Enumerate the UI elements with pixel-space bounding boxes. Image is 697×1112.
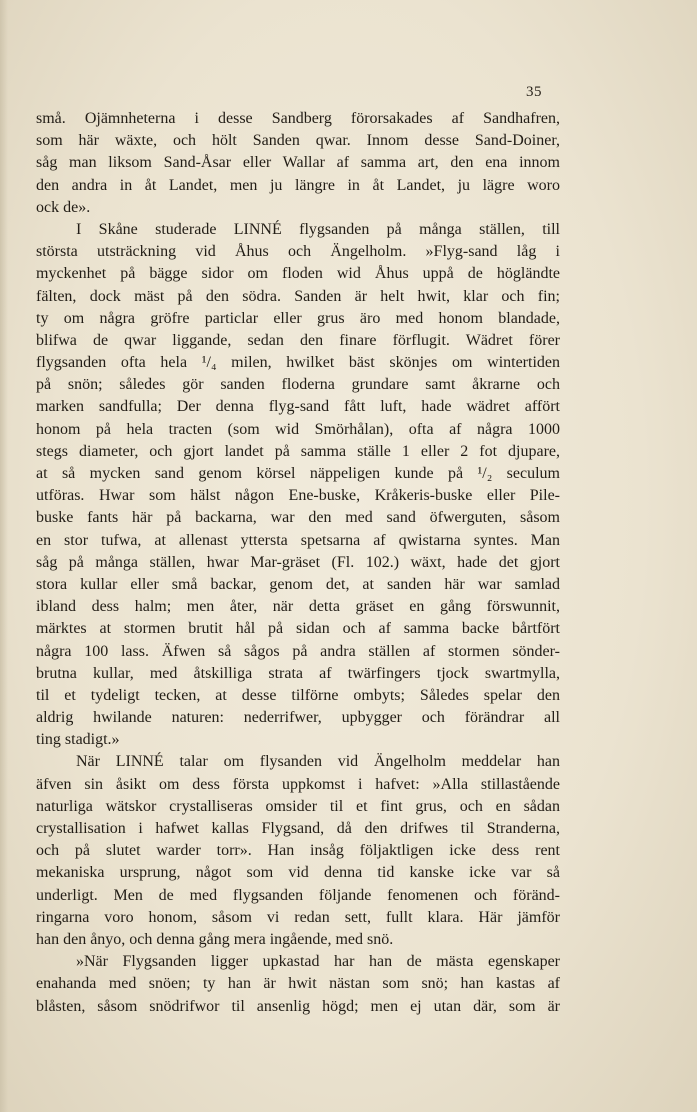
text-line: såg man liksom Sand-Åsar eller Wallar af samma art, den ena innom bbox=[36, 154, 560, 172]
paragraph-3 bbox=[36, 751, 560, 951]
text-line: fälten, dock mäst på den södra. Sanden är helt hwit, klar och fin; bbox=[36, 287, 560, 305]
text-line: marken sandfulla; Der denna flyg-sand fått luft, hade wädret affört bbox=[36, 398, 560, 416]
text-line: underligt. Men de med flygsanden följande fenomenen och föränd- bbox=[36, 886, 560, 904]
text-line: äfven sin åsikt om dess första uppkomst i hafvet: »Alla stillastående bbox=[36, 775, 560, 793]
text-line: märktes at stormen brutit hål på sidan och af samma backe bårtfört bbox=[36, 620, 560, 638]
text-line: mekaniska ursprung, något som vid denna tid kanske icke var så bbox=[36, 864, 560, 882]
text-line: naturliga wätskor crystalliseras omsider til et fint grus, och en sådan bbox=[36, 797, 560, 815]
text-line: som här wäxte, och hölt Sanden qwar. Innom desse Sand-Doiner, bbox=[36, 132, 560, 150]
page-edge-shadow bbox=[0, 0, 8, 1112]
text-line: I Skåne studerade LINNÉ flygsanden på många ställen, till bbox=[76, 220, 560, 238]
text-line: ock de». bbox=[36, 198, 91, 216]
text-line: enahanda med snöen; ty han är hwit nästan som snö; han kastas af bbox=[36, 975, 560, 993]
text-line: största utsträckning vid Åhus och Ängelholm. »Flyg-sand låg i bbox=[36, 243, 560, 261]
text-line: at så mycken sand genom körsel näppeligen kunde på ¹/₂ seculum bbox=[36, 465, 560, 482]
text-line: »När Flygsanden ligger upkastad har han de mästa egenskaper bbox=[76, 953, 560, 971]
paragraph-1 bbox=[36, 108, 560, 219]
text-line: crystallisation i hafwet kallas Flygsand, då den drifwes til Stranderna, bbox=[36, 820, 560, 837]
body-text bbox=[36, 108, 560, 1018]
text-line: buske fants här på backarna, war den med sand öfwerguten, såsom bbox=[36, 509, 560, 527]
text-line: utföras. Hwar som hälst någon Ene-buske, Kråkeris-buske eller Pile- bbox=[36, 487, 560, 505]
text-line: några 100 lass. Äfwen så sågos på andra ställen af stormen sönder- bbox=[36, 642, 560, 660]
text-line: blåsten, såsom snödrifwor til ansenlig högd; men ej utan där, som är bbox=[36, 997, 560, 1015]
paragraph-2 bbox=[36, 219, 560, 752]
text-line: stegs diameter, och gjort landet på samma ställe 1 eller 2 fot djupare, bbox=[36, 442, 560, 460]
text-line: När LINNÉ talar om flysanden vid Ängelholm meddelar han bbox=[76, 753, 560, 771]
text-line: til et tydeligt tecken, at desse tilförne ombyts; Således spelar den bbox=[36, 686, 560, 704]
text-line: såg på många ställen, hwar Mar-gräset (Fl. 102.) wäxt, hade det gjort bbox=[36, 553, 560, 571]
paragraph-4 bbox=[36, 951, 560, 1018]
text-line: den andra in åt Landet, men ju längre in åt Landet, ju lägre woro bbox=[36, 176, 560, 194]
text-line: myckenhet på bägge sidor om floden wid Åhus uppå de högländte bbox=[36, 265, 560, 283]
text-line: små. Ojämnheterna i desse Sandberg förorsakades af Sandhafren, bbox=[36, 110, 560, 127]
text-line: på snön; således gör sanden floderna grundare samt åkrarne och bbox=[36, 376, 560, 394]
text-line: brutna kullar, med åtskilliga strata af twärfingers tjock swartmylla, bbox=[36, 664, 560, 682]
text-line: blifwa de qwar liggande, sedan den finare förflugit. Wädret förer bbox=[36, 331, 560, 349]
text-line: honom på hela tracten (som wid Smörhålan), ofta af några 1000 bbox=[36, 420, 560, 438]
text-line: han den ånyo, och denna gång mera ingående, med snö. bbox=[36, 930, 394, 948]
text-line: ringarna voro honom, såsom vi redan sett, fullt klara. Här jämför bbox=[36, 908, 560, 926]
text-line: stora kullar eller små backar, genom det, at sanden här war samlad bbox=[36, 575, 560, 593]
text-line: aldrig hwilande naturen: nederrifwer, upbygger och förändrar all bbox=[36, 709, 560, 727]
page-number: 35 bbox=[526, 84, 542, 100]
text-line: flygsanden ofta hela ¹/₄ milen, hwilket bäst skönjes om wintertiden bbox=[36, 354, 560, 372]
text-line: ting stadigt.» bbox=[36, 731, 120, 749]
text-line: ibland dess halm; men åter, när detta gräset en gång förswunnit, bbox=[36, 598, 560, 616]
text-line: ty om några gröfre particlar eller grus äro med honom blandade, bbox=[36, 309, 560, 327]
text-line: och på slutet warder torr». Han insåg följaktligen icke dess rent bbox=[36, 842, 560, 860]
text-line: en stor tufwa, at allenast yttersta spetsarna af qwistarna syntes. Man bbox=[36, 531, 560, 549]
